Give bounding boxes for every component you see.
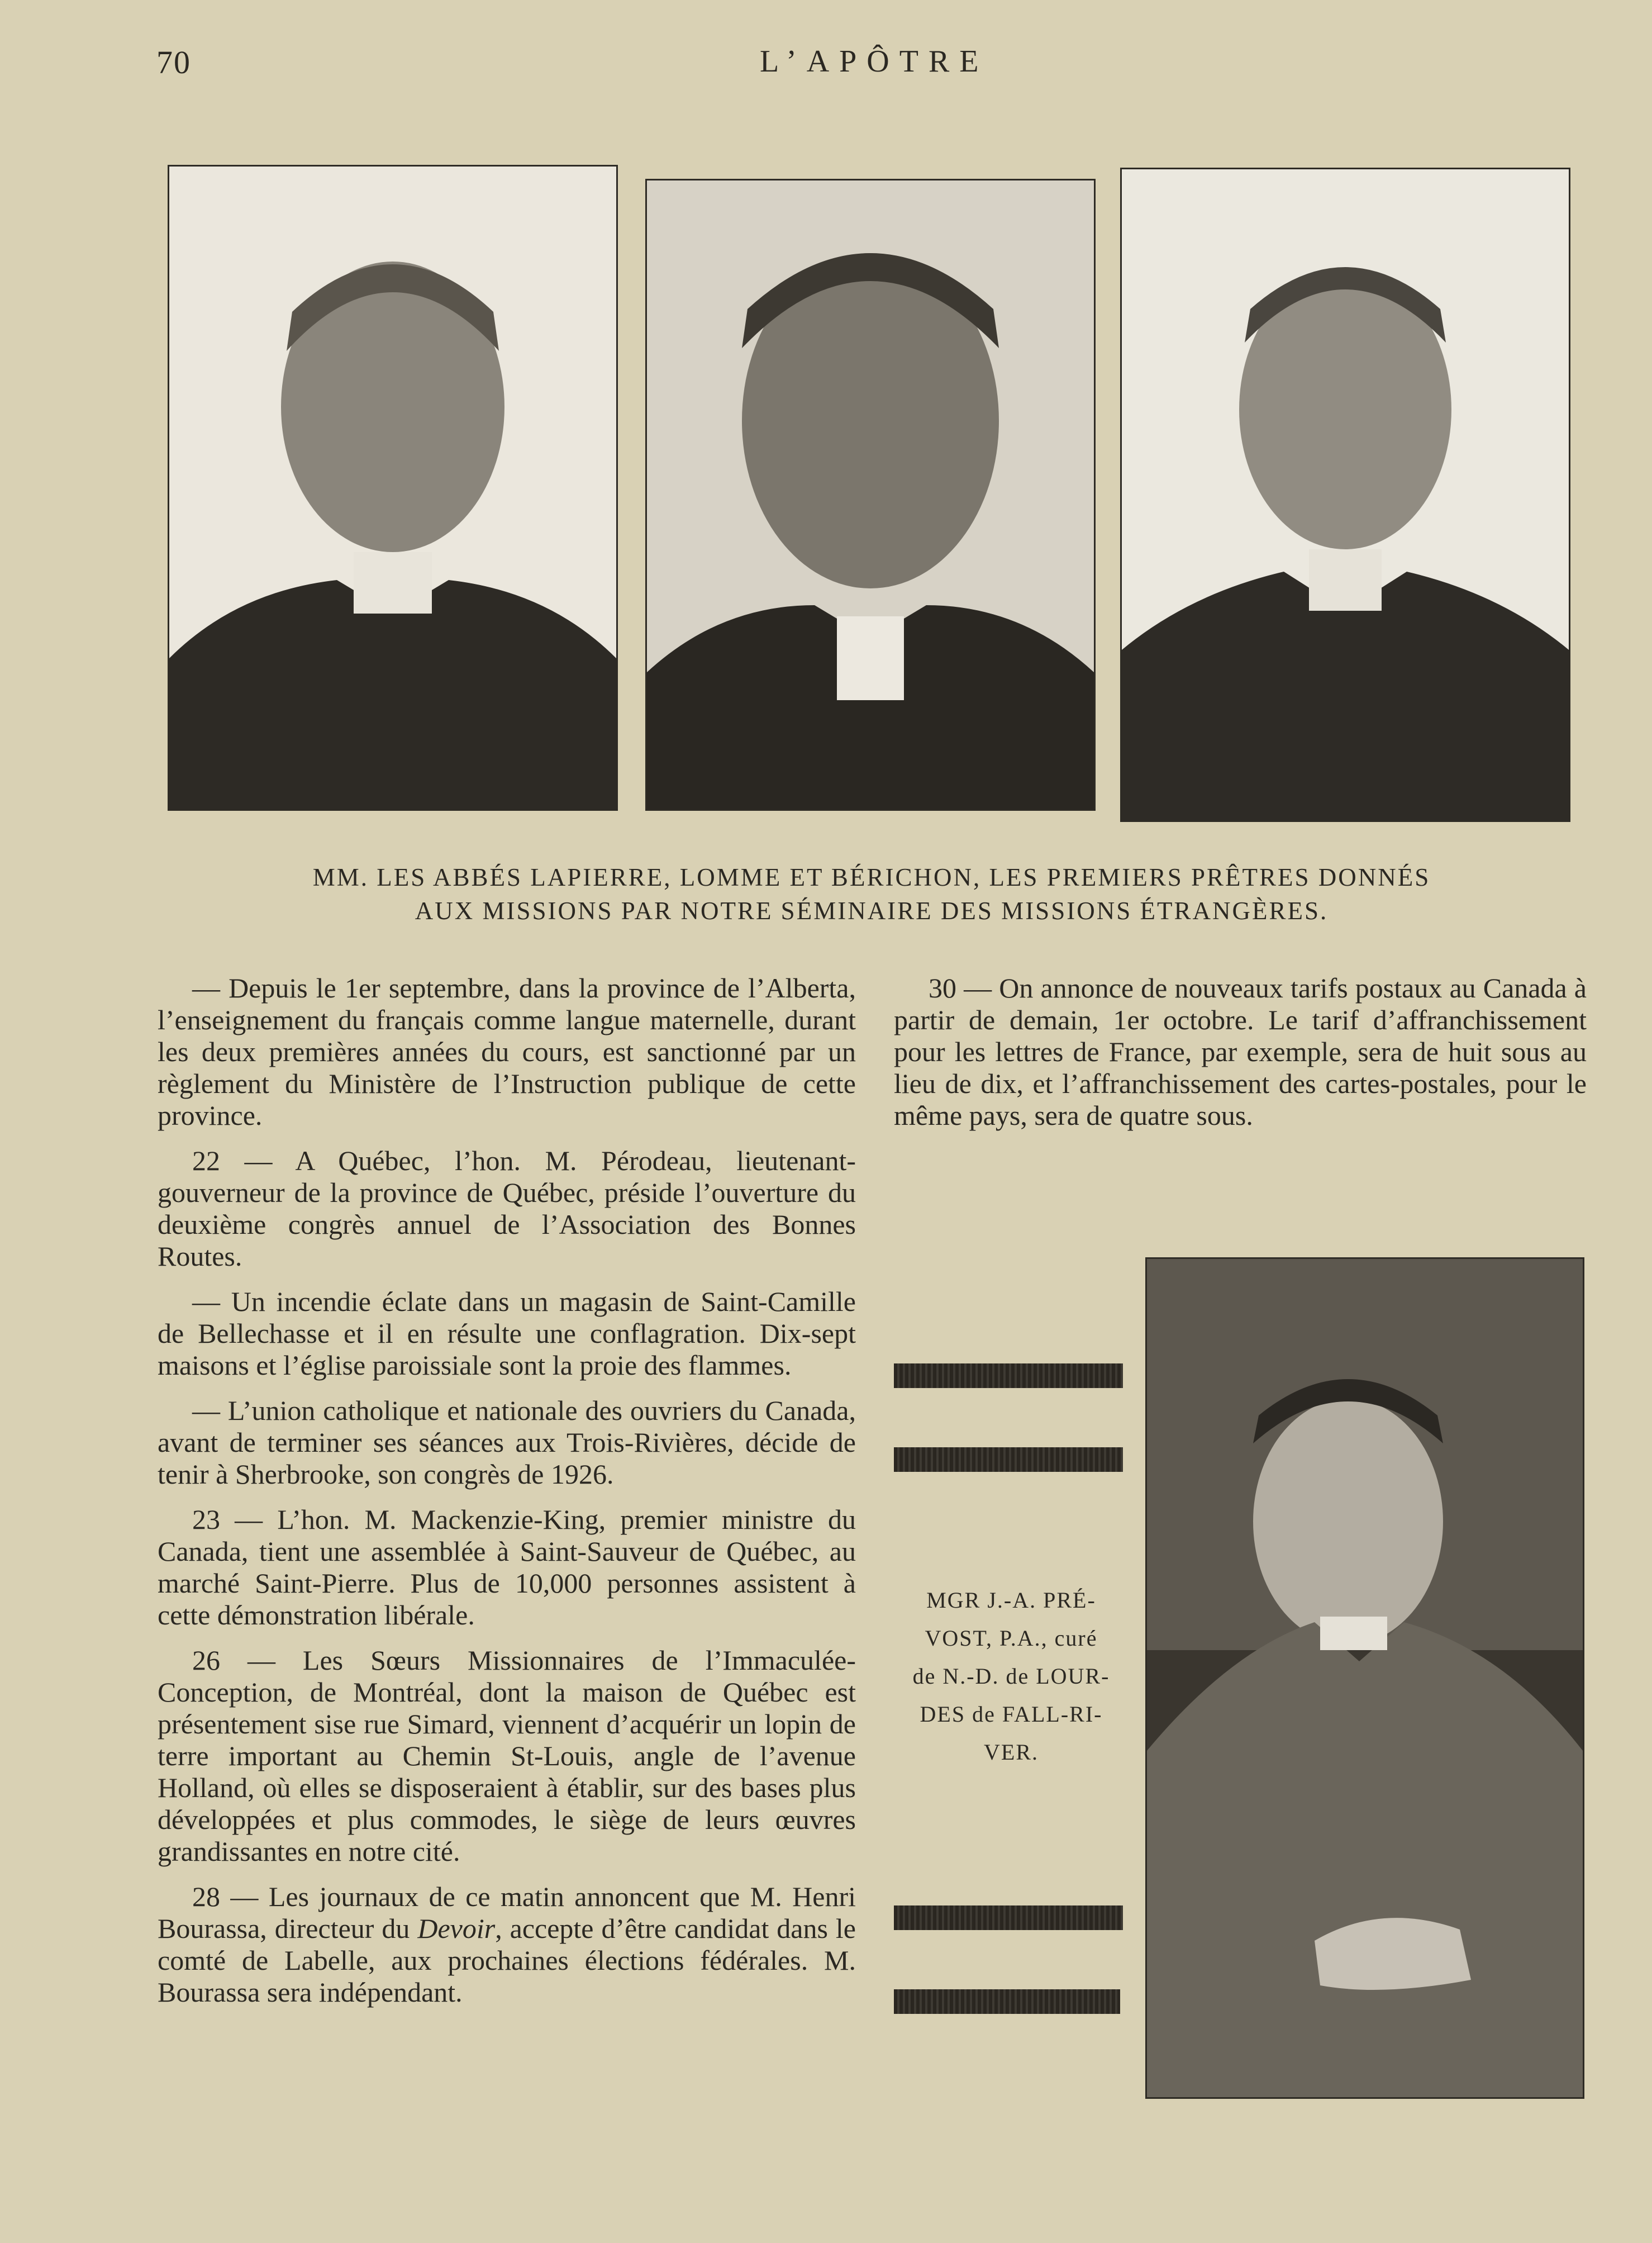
portrait-icon (647, 180, 1094, 809)
photo-caption (168, 861, 1575, 928)
news-paragraph: — Depuis le 1er septembre, dans la province de l’Alberta, l’enseignement du français comme langue maternelle, durant les deux premières années du cours, est sanctionné par un règlement du Ministère de l’Instruction publique de cette province. (158, 972, 856, 1131)
left-column (158, 972, 856, 2022)
portrait-icon (169, 167, 616, 809)
portrait-photo-prevost (1145, 1257, 1584, 2099)
caption-line: VOST, P.A., curé (925, 1626, 1098, 1651)
news-paragraph: — L’union catholique et nationale des ouvriers du Canada, avant de terminer ses séances aux Trois-Rivières, décide de tenir à Sherbrooke, son congrès de 1926. (158, 1395, 856, 1490)
portrait-caption (894, 1581, 1129, 1771)
portrait-icon (1147, 1259, 1583, 2097)
text-run: 28 — Les journaux de ce matin annoncent que M. Henri Bourassa, directeur du (158, 1881, 856, 1944)
news-paragraph: — Un incendie éclate dans un magasin de Saint-Camille de Bellechasse et il en résulte une conflagration. Dix-sept maisons et l’église paroissiale sont la proie des flammes. (158, 1286, 856, 1381)
decorative-bar (894, 1989, 1120, 2014)
newspaper-name: Devoir (417, 1913, 496, 1944)
caption-line: de N.-D. de LOUR- (912, 1664, 1110, 1689)
decorative-bar (894, 1905, 1123, 1930)
text-run: , accepte d’être candidat dans le comté de Labelle, aux prochaines élections fédérales. M. Bourassa sera indépendant. (158, 1913, 856, 2008)
decorative-bar (894, 1447, 1123, 1472)
portrait-icon (1122, 169, 1569, 820)
caption-line: VER. (984, 1740, 1039, 1765)
news-paragraph (158, 1881, 856, 2008)
portrait-photo-lomme (645, 179, 1096, 811)
portrait-photo-lapierre (168, 165, 618, 811)
journal-title: L’APÔTRE (760, 44, 989, 79)
news-paragraph: 30 — On annonce de nouveaux tarifs postaux au Canada à partir de demain, 1er octobre. Le tarif d’affranchissement pour les lettres de France, par exemple, sera de huit sous au lieu de dix, et l’affranchissement des cartes-postales, pour le même pays, sera de quatre sous. (894, 972, 1587, 1131)
page-number: 70 (156, 44, 191, 80)
right-column (894, 972, 1587, 1145)
caption-line: DES de FALL-RI- (920, 1702, 1103, 1727)
news-paragraph: 26 — Les Sœurs Missionnaires de l’Immaculée-Conception, de Montréal, dont la maison de Québec est présentement sise rue Simard, viennent d’acquérir un lopin de terre important au Chemin St-Louis, angle de l’avenue Holland, où elles se disposeraient à établir, sur des bases plus développées et plus commodes, le siège de leurs œuvres grandissantes en notre cité. (158, 1645, 856, 1867)
caption-line-1: MM. LES ABBÉS LAPIERRE, LOMME ET BÉRICHON, LES PREMIERS PRÊTRES DONNÉS (312, 863, 1431, 891)
decorative-bar (894, 1363, 1123, 1388)
news-paragraph: 22 — A Québec, l’hon. M. Pérodeau, lieutenant-gouverneur de la province de Québec, préside l’ouverture du deuxième congrès annuel de l’Association des Bonnes Routes. (158, 1145, 856, 1272)
caption-line-2: AUX MISSIONS PAR NOTRE SÉMINAIRE DES MISSIONS ÉTRANGÈRES. (415, 897, 1329, 925)
caption-line: MGR J.-A. PRÉ- (926, 1588, 1096, 1613)
news-paragraph: 23 — L’hon. M. Mackenzie-King, premier ministre du Canada, tient une assemblée à Saint-Sauveur de Québec, au marché Saint-Pierre. Plus de 10,000 personnes assistent à cette démonstration libérale. (158, 1504, 856, 1631)
portrait-photo-berichon (1120, 168, 1570, 822)
